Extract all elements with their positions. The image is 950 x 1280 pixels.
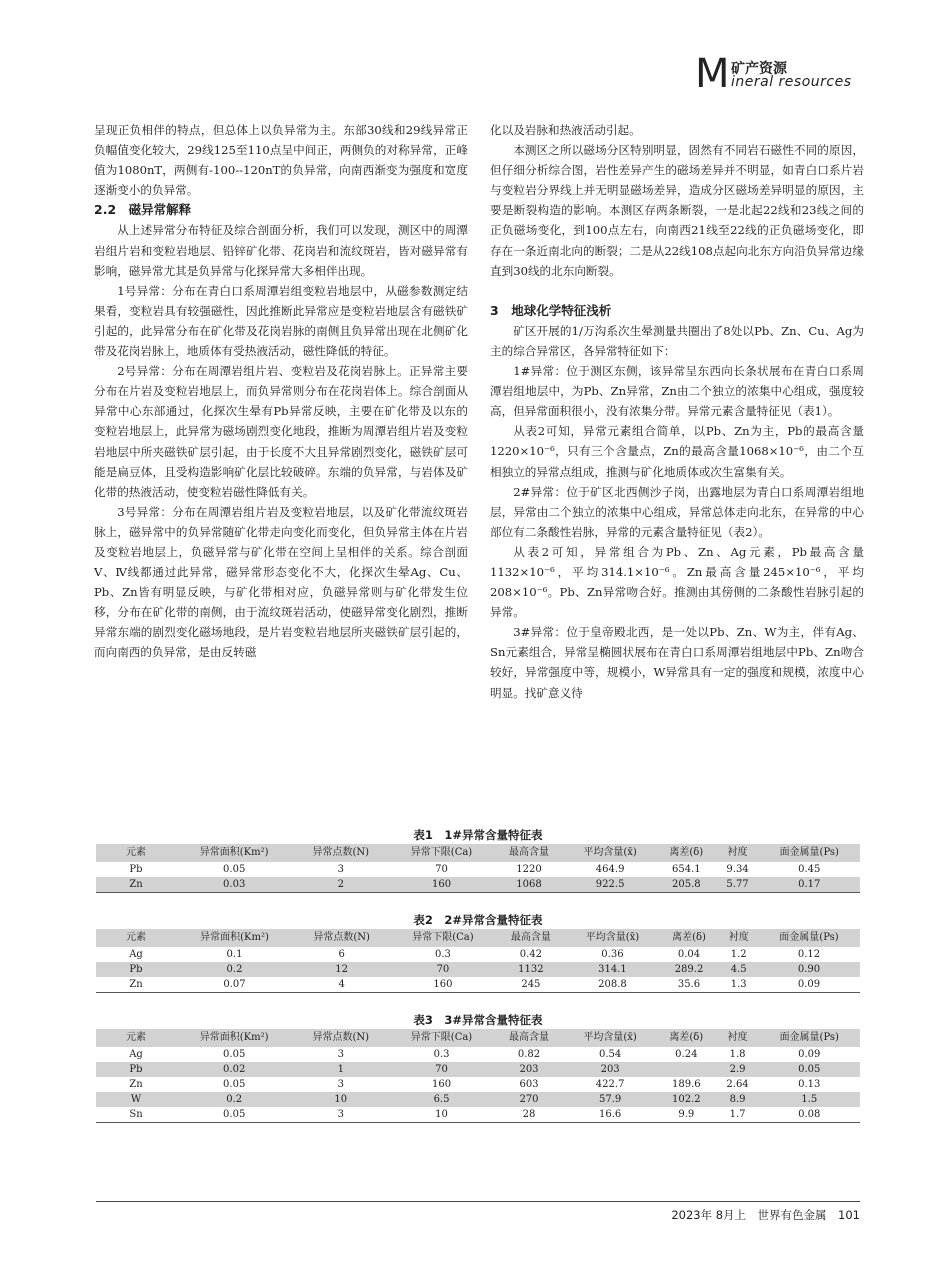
logo-cn: 矿产资源 [731, 61, 787, 77]
logo-letter: M [695, 51, 730, 97]
column-header: 最高含量 [494, 844, 564, 862]
table-cell: 12 [293, 962, 390, 977]
table-cell: 4 [293, 977, 390, 993]
table-title: 表2 2#异常含量特征表 [413, 913, 543, 927]
table-cell [656, 1062, 716, 1077]
table-cell: 0.08 [759, 1107, 860, 1123]
paragraph: 从上述异常分布特征及综合剖面分析，我们可以发现，测区中的周潭岩组片岩和变粒岩地层、铅锌矿化带、花岗岩和流纹斑岩，皆对磁异常有影响，磁异常尤其是负异常与化探异常大多相伴出现。 [94, 223, 468, 278]
table-cell: 0.24 [675, 1049, 698, 1060]
table-row [96, 1047, 860, 1062]
column-header: 异常点数(N) [293, 929, 390, 947]
column-header: 元素 [96, 1029, 176, 1047]
paragraph: 3号异常：分布在周潭岩组片岩及变粒岩地层，以及矿化带流纹斑岩脉上，磁异常中的负异常随矿化带走向变化而变化，但负异常主体在片岩及变粒岩地层上，负磁异常与矿化带在空间上呈相伴的关系。综合剖面Ⅴ、Ⅳ线都通过此异常，磁异常形态变化不大，化探次生晕Ag、Cu、Pb、Zn皆有明显反映，与矿化带相对应，负磁异常则与矿化带发生位移，分布在矿化带的南侧，由于流纹斑岩活动，使磁异常变化剧烈，推断异常东端的剧烈变化磁场地段，是片岩变粒岩地层所夹磁铁矿层引起的，而向南西的负异常，是由反转磁 [94, 504, 468, 660]
logo-en: ineral resources [731, 74, 852, 90]
column-header: 面金属量(Ps) [758, 929, 860, 947]
table-header-row [96, 1029, 860, 1047]
table-cell: 1.2 [730, 949, 747, 960]
table-cell: 0.13 [798, 1079, 821, 1090]
table-cell: Pb [96, 1062, 176, 1077]
section-heading-2-2: 2.2 磁异常解释 [94, 202, 192, 218]
table-cell: 3 [337, 1079, 344, 1090]
column-header: 衬度 [719, 929, 758, 947]
table-cell: 0.3 [433, 1049, 450, 1060]
table-cell: 35.6 [659, 977, 720, 993]
left-column [94, 120, 468, 663]
table-row [96, 977, 860, 993]
table-cell: 0.05 [223, 864, 246, 875]
table-row [96, 962, 860, 977]
column-header: 元素 [96, 844, 176, 862]
table-cell: Pb [96, 962, 176, 977]
table-cell: 2 [292, 877, 389, 893]
table-cell: 8.9 [717, 1092, 759, 1107]
table-cell: Sn [96, 1107, 176, 1123]
table-cell: 3 [337, 864, 344, 875]
table-row [96, 947, 860, 962]
paragraph: 化以及岩脉和热液活动引起。 [490, 123, 641, 137]
table-cell: 9.9 [656, 1107, 716, 1123]
table-row [96, 1092, 860, 1107]
table-cell: 1132 [496, 962, 567, 977]
table-cell: 5.77 [717, 877, 759, 893]
table-cell: 0.36 [601, 949, 624, 960]
table-cell: 0.82 [517, 1049, 541, 1060]
table-cell: 3 [337, 1049, 344, 1060]
anomaly-table [96, 1029, 860, 1123]
journal-logo [695, 51, 875, 97]
paragraph: 2号异常：分布在周潭岩组片岩、变粒岩及花岗岩脉上。正异常主要分布在片岩及变粒岩地层上，而负异常则分布在花岗岩体上。综合剖面从异常中心东部通过，化探次生晕有Pb异常反映，主要在矿化带及以东的变粒岩地层上，此异常为磁场剧烈变化地段，推断为周潭岩组片岩及变粒岩地层中所夹磁铁矿层引起，由于长度不大且异常剧烈变化，磁铁矿层可能是扁豆体，且受构造影响矿化层比较破碎。东端的负异常，与岩体及矿化带的热液活动，使变粒岩磁性降低有关。 [94, 364, 468, 499]
table-cell: 70 [390, 962, 495, 977]
table-cell: 0.05 [176, 1107, 292, 1123]
column-header: 异常面积(Km²) [176, 1029, 292, 1047]
anomaly-table [96, 929, 860, 993]
table-cell: 0.17 [759, 877, 860, 893]
table-cell: 654.1 [671, 864, 701, 875]
column-header: 异常点数(N) [292, 844, 389, 862]
table-cell: Zn [96, 877, 176, 893]
table-cell: 464.9 [595, 864, 625, 875]
table-cell: 2.64 [726, 1079, 749, 1090]
column-header: 面金属量(Ps) [759, 844, 860, 862]
table-cell: 0.1 [226, 949, 243, 960]
table-cell: 1.7 [717, 1107, 759, 1123]
column-header: 最高含量 [496, 929, 567, 947]
table-cell: 0.09 [798, 1049, 821, 1060]
column-header: 异常下限(Ca) [389, 1029, 494, 1047]
table-cell: 160 [390, 977, 495, 993]
table-cell: 203 [564, 1062, 656, 1077]
page-footer: 2023年 8月上 世界有色金属 101 [671, 1208, 860, 1222]
tables-area [96, 826, 860, 1141]
table-cell: 102.2 [656, 1092, 716, 1107]
table-cell: 1.5 [759, 1092, 860, 1107]
column-header: 平均含量(x̄) [564, 844, 656, 862]
paragraph: 矿区开展的1/万沟系次生晕测量共圈出了8处以Pb、Zn、Cu、Ag为主的综合异常区，各异常特征如下： [490, 323, 864, 358]
paragraph: 1号异常：分布在青白口系周潭岩组变粒岩地层中，从磁参数测定结果看，变粒岩具有较强磁性，因此推断此异常应是变粒岩地层含有磁铁矿引起的，此异常分布在矿化带及花岗岩脉的南侧且负异常出现在北侧矿化带及花岗岩脉上，地质体有受热液活动，磁性降低的特征。 [94, 283, 468, 359]
column-header: 异常面积(Km²) [176, 844, 292, 862]
table-cell: 1.8 [729, 1049, 746, 1060]
paragraph: 1#异常：位于测区东侧，该异常呈东西向长条状展布在青白口系周潭岩组地层中，为Pb、Zn异常，Zn由二个独立的浓集中心组成，强度较高，但异常面积很小，没有浓集分带。异常元素含量特征见（表1）。 [490, 364, 864, 419]
table-cell: 422.7 [595, 1079, 625, 1090]
table-row [96, 1107, 860, 1123]
table-cell: 0.03 [176, 877, 292, 893]
table-row [96, 1077, 860, 1092]
table-cell: 0.07 [176, 977, 293, 993]
table-cell: 0.05 [223, 1049, 246, 1060]
table-cell: 289.2 [659, 962, 720, 977]
table-cell: Ag [129, 1049, 143, 1060]
table-cell: 0.2 [176, 962, 293, 977]
paragraph: 呈现正负相伴的特点，但总体上以负异常为主。东部30线和29线异常正负幅值变化较大，29线125至110点呈中间正，两侧负的对称异常，正峰值为1080nT，两侧有-100--120nT的负异常，向南西渐变为强度和宽度逐渐变小的负异常。 [94, 123, 468, 198]
footer-divider [96, 1201, 860, 1202]
table-cell: 4.5 [719, 962, 758, 977]
column-header: 离差(δ) [656, 844, 716, 862]
table-cell: 270 [494, 1092, 564, 1107]
section-heading-3: 3 地球化学特征浅析 [490, 302, 612, 318]
paragraph: 本测区之所以磁场分区特别明显，固然有不同岩石磁性不同的原因，但仔细分析综合图，岩性差异产生的磁场差异并不明显，如青白口系片岩与变粒岩分界线上并无明显磁场差异，造成分区磁场差异明显的原因，主要是断裂构造的影响。本测区存两条断裂，一是北起22线和23线之间的正负磁场变化，到100点左右，向南西21线至22线的正负磁场变化，即存在一条近南北向的断裂；二是从22线108点起向北东方向沿负异常边缘直到30线的北东向断裂。 [490, 143, 864, 278]
table-cell: 603 [519, 1079, 539, 1090]
paragraph: 2#异常：位于矿区北西侧沙子岗，出露地层为青白口系周潭岩组地层，异常由二个独立的浓集中心组成，异常总体走向北东，在异常的中心部位有二条酸性岩脉，异常的元素含量特征见（表2）。 [490, 484, 864, 539]
table-row [96, 1062, 860, 1077]
column-header: 衬度 [717, 1029, 759, 1047]
column-header: 平均含量(x̄) [564, 1029, 656, 1047]
column-header: 离差(δ) [659, 929, 720, 947]
table-cell: 10 [292, 1092, 389, 1107]
table-cell: 0.54 [598, 1049, 622, 1060]
table-row [96, 862, 860, 877]
table-cell: 0.04 [677, 949, 701, 960]
table-cell: 28 [494, 1107, 564, 1123]
right-column [490, 120, 864, 703]
table-cell: 1068 [494, 877, 564, 893]
column-header: 异常下限(Ca) [389, 844, 494, 862]
anomaly-table [96, 844, 860, 893]
column-header: 平均含量(x̄) [566, 929, 658, 947]
table-cell: 1 [292, 1062, 389, 1077]
table-cell: 0.45 [798, 864, 821, 875]
table-title: 表1 1#异常含量特征表 [413, 828, 543, 842]
column-header: 离差(δ) [656, 1029, 716, 1047]
column-header: 异常点数(N) [292, 1029, 389, 1047]
table-cell: Zn [129, 1079, 143, 1090]
table-cell: 0.05 [223, 1079, 246, 1090]
paragraph: 3#异常：位于皇帝殿北西，是一处以Pb、Zn、W为主，伴有Ag、Sn元素组合，异常呈椭圆状展布在青白口系周潭岩组地层中Pb、Zn吻合较好，异常强度中等，规模小，W异常具有一定的强度和规模，浓度中心明显。找矿意义待 [490, 625, 864, 700]
column-header: 元素 [96, 929, 176, 947]
table-cell: 160 [389, 877, 494, 893]
table-row [96, 877, 860, 893]
paragraph: 从表2可知，异常元素组合简单，以Pb、Zn为主，Pb的最高含量1220×10⁻⁶，只有三个含量点，Zn的最高含量1068×10⁻⁶，由二个互相独立的异常点组成，推测与矿化地质体或次生富集有关。 [490, 424, 864, 479]
table-cell: 10 [389, 1107, 494, 1123]
table-cell: 70 [435, 864, 448, 875]
table-cell: 57.9 [564, 1092, 656, 1107]
table-cell: 0.12 [797, 949, 821, 960]
table-cell: 160 [431, 1079, 452, 1090]
table-cell: 0.90 [758, 962, 860, 977]
table-cell: 0.2 [176, 1092, 292, 1107]
table-title: 表3 3#异常含量特征表 [413, 1013, 543, 1027]
table-cell: W [96, 1092, 176, 1107]
table-cell: 0.09 [758, 977, 860, 993]
column-header: 面金属量(Ps) [759, 1029, 860, 1047]
table-cell: 205.8 [656, 877, 716, 893]
table-cell: 70 [389, 1062, 494, 1077]
table-cell: Ag [129, 949, 143, 960]
table-cell: 0.42 [519, 949, 543, 960]
table-cell: 0.05 [759, 1062, 860, 1077]
table-cell: 9.34 [726, 864, 749, 875]
table-cell: Zn [96, 977, 176, 993]
column-header: 异常面积(Km²) [176, 929, 293, 947]
table-cell: 245 [496, 977, 567, 993]
table-cell: 922.5 [564, 877, 656, 893]
table-cell: 208.8 [566, 977, 658, 993]
column-header: 最高含量 [494, 1029, 564, 1047]
table-cell: 189.6 [671, 1079, 701, 1090]
table-header-row [96, 844, 860, 862]
table-cell: 0.3 [434, 949, 451, 960]
table-cell: 16.6 [564, 1107, 656, 1123]
column-header: 异常下限(Ca) [390, 929, 495, 947]
table-cell: Pb [129, 864, 143, 875]
column-header: 衬度 [717, 844, 759, 862]
table-cell: 203 [494, 1062, 564, 1077]
paragraph: 从表2可知，异常组合为Pb、Zn、Ag元素，Pb最高含量1132×10⁻⁶，平均314.1×10⁻⁶。Zn最高含量245×10⁻⁶，平均208×10⁻⁶。Pb、Zn异常吻合好。推测由其傍侧的二条酸性岩脉引起的异常。 [490, 544, 864, 620]
table-cell: 0.02 [176, 1062, 292, 1077]
table-header-row [96, 929, 860, 947]
table-cell: 6 [338, 949, 345, 960]
table-cell: 6.5 [389, 1092, 494, 1107]
table-cell: 314.1 [566, 962, 658, 977]
table-cell: 3 [292, 1107, 389, 1123]
table-cell: 1.3 [719, 977, 758, 993]
table-cell: 1220 [516, 864, 542, 875]
table-cell: 2.9 [717, 1062, 759, 1077]
